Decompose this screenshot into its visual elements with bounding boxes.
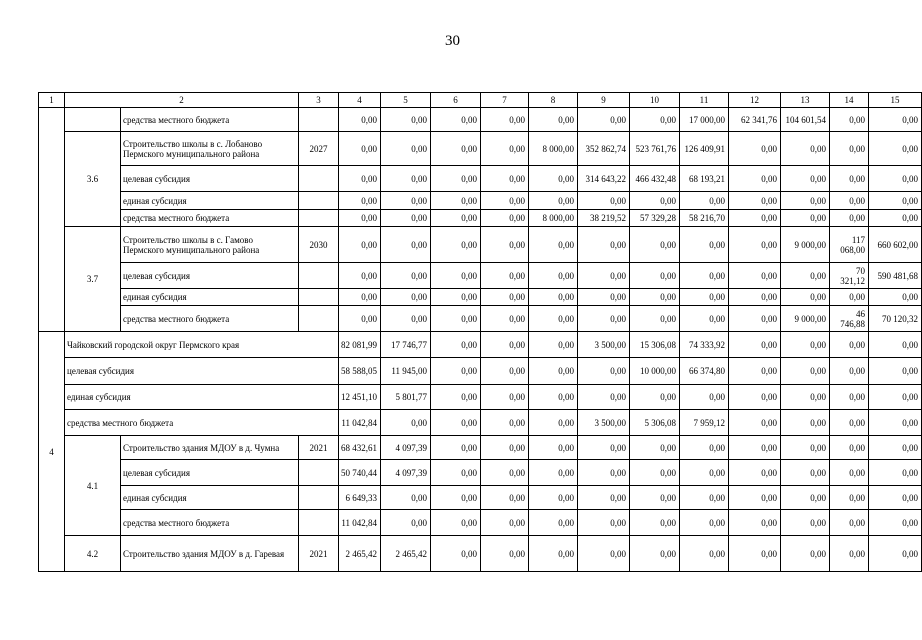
value-cell: 0,00 [381,306,431,332]
value-cell: 0,00 [481,410,529,436]
value-cell: 0,00 [431,358,481,385]
value-cell: 0,00 [381,263,431,289]
value-cell: 0,00 [630,289,680,306]
value-cell: 0,00 [529,510,578,536]
value-cell: 466 432,48 [630,166,680,192]
table-row [39,227,922,263]
value-cell: 0,00 [781,166,830,192]
year-cell [299,460,339,486]
value-cell: 0,00 [869,210,922,227]
value-cell: 0,00 [431,263,481,289]
value-cell: 0,00 [869,486,922,510]
value-cell: 5 801,77 [381,385,431,410]
year-cell: 2021 [299,536,339,572]
value-cell: 0,00 [481,510,529,536]
value-cell: 46 746,88 [830,306,869,332]
value-cell: 0,00 [830,332,869,358]
value-cell: 0,00 [339,263,381,289]
row-label-cell: целевая субсидия [121,166,299,192]
value-cell: 0,00 [481,306,529,332]
value-cell: 0,00 [680,306,729,332]
value-cell: 82 081,99 [339,332,381,358]
value-cell: 0,00 [431,410,481,436]
value-cell: 0,00 [431,486,481,510]
value-cell: 0,00 [529,306,578,332]
header-cell: 8 [529,93,578,108]
value-cell: 0,00 [729,227,781,263]
value-cell: 0,00 [781,358,830,385]
value-cell: 0,00 [680,263,729,289]
value-cell: 15 306,08 [630,332,680,358]
value-cell: 0,00 [481,536,529,572]
row-label-cell: Строительство школы в с. Гамово Пермского муниципального района [121,227,299,263]
table-row [39,192,922,210]
value-cell: 62 341,76 [729,108,781,132]
value-cell: 0,00 [578,460,630,486]
value-cell: 0,00 [431,192,481,210]
value-cell: 0,00 [339,166,381,192]
header-cell: 13 [781,93,830,108]
table-row [39,132,922,166]
year-cell [299,210,339,227]
year-cell [299,486,339,510]
value-cell: 0,00 [729,536,781,572]
header-cell: 15 [869,93,922,108]
value-cell: 0,00 [630,227,680,263]
value-cell: 0,00 [781,460,830,486]
value-cell: 6 649,33 [339,486,381,510]
value-cell: 314 643,22 [578,166,630,192]
value-cell: 0,00 [381,510,431,536]
value-cell: 3 500,00 [578,410,630,436]
value-cell: 0,00 [830,385,869,410]
value-cell: 0,00 [729,210,781,227]
value-cell: 0,00 [680,436,729,460]
value-cell: 0,00 [830,460,869,486]
value-cell: 0,00 [630,385,680,410]
value-cell: 0,00 [630,263,680,289]
row-label-cell: Чайковский городской округ Пермского края [65,332,339,358]
value-cell: 0,00 [680,510,729,536]
value-cell: 0,00 [729,436,781,460]
row-label-cell: Строительство здания МДОУ в д. Чумна [121,436,299,460]
value-cell: 0,00 [830,108,869,132]
value-cell: 0,00 [529,410,578,436]
value-cell: 0,00 [781,132,830,166]
value-cell: 0,00 [630,460,680,486]
header-cell: 6 [431,93,481,108]
value-cell: 10 000,00 [630,358,680,385]
year-cell [299,510,339,536]
value-cell: 0,00 [578,289,630,306]
value-cell: 12 451,10 [339,385,381,410]
value-cell: 0,00 [781,289,830,306]
value-cell: 0,00 [481,108,529,132]
value-cell: 0,00 [781,510,830,536]
value-cell: 0,00 [529,108,578,132]
table-row [39,332,922,358]
value-cell: 0,00 [381,132,431,166]
year-cell [299,166,339,192]
value-cell: 0,00 [578,108,630,132]
table-row [39,460,922,486]
value-cell: 0,00 [339,108,381,132]
header-cell: 10 [630,93,680,108]
value-cell: 4 097,39 [381,460,431,486]
value-cell: 0,00 [869,166,922,192]
value-cell: 0,00 [729,166,781,192]
value-cell: 0,00 [729,289,781,306]
table-row [39,306,922,332]
value-cell: 70 321,12 [830,263,869,289]
value-cell: 0,00 [578,385,630,410]
row-label-cell: единая субсидия [65,385,339,410]
value-cell: 0,00 [729,332,781,358]
table-row [39,385,922,410]
value-cell: 117 068,00 [830,227,869,263]
row-label-cell: средства местного бюджета [121,108,299,132]
value-cell: 0,00 [381,227,431,263]
value-cell: 0,00 [431,436,481,460]
value-cell: 0,00 [529,166,578,192]
value-cell: 0,00 [339,192,381,210]
value-cell: 0,00 [431,536,481,572]
value-cell: 0,00 [431,306,481,332]
value-cell: 4 097,39 [381,436,431,460]
value-cell: 0,00 [630,510,680,536]
value-cell: 0,00 [578,436,630,460]
value-cell: 0,00 [781,192,830,210]
value-cell: 0,00 [729,460,781,486]
value-cell: 0,00 [339,210,381,227]
row-code-cell: 3.7 [65,227,121,332]
table-row [39,289,922,306]
value-cell: 0,00 [529,436,578,460]
header-cell: 2 [65,93,299,108]
year-cell [299,306,339,332]
value-cell: 0,00 [578,306,630,332]
value-cell: 0,00 [578,192,630,210]
value-cell: 0,00 [431,132,481,166]
value-cell: 0,00 [431,510,481,536]
year-cell: 2021 [299,436,339,460]
table-row [39,536,922,572]
value-cell: 0,00 [578,263,630,289]
row-code-cell [65,108,121,132]
value-cell: 0,00 [830,536,869,572]
value-cell: 0,00 [481,358,529,385]
year-cell [299,108,339,132]
value-cell: 660 602,00 [869,227,922,263]
value-cell: 66 374,80 [680,358,729,385]
value-cell: 0,00 [680,289,729,306]
value-cell: 0,00 [869,108,922,132]
value-cell: 0,00 [781,536,830,572]
value-cell: 0,00 [869,132,922,166]
value-cell: 0,00 [869,385,922,410]
value-cell: 0,00 [578,358,630,385]
value-cell: 0,00 [781,436,830,460]
value-cell: 0,00 [481,460,529,486]
value-cell: 0,00 [381,289,431,306]
table-row [39,166,922,192]
year-cell [299,263,339,289]
value-cell: 0,00 [729,486,781,510]
value-cell: 352 862,74 [578,132,630,166]
value-cell: 0,00 [481,385,529,410]
value-cell: 0,00 [729,385,781,410]
value-cell: 0,00 [381,210,431,227]
value-cell: 0,00 [830,192,869,210]
value-cell: 0,00 [830,510,869,536]
table-row [39,108,922,132]
value-cell: 0,00 [431,227,481,263]
value-cell: 0,00 [481,227,529,263]
value-cell: 0,00 [481,132,529,166]
year-cell [299,289,339,306]
value-cell: 57 329,28 [630,210,680,227]
value-cell: 50 740,44 [339,460,381,486]
value-cell: 0,00 [630,192,680,210]
value-cell: 0,00 [630,436,680,460]
value-cell: 0,00 [830,289,869,306]
row-label-cell: целевая субсидия [121,263,299,289]
value-cell: 0,00 [529,486,578,510]
value-cell: 9 000,00 [781,306,830,332]
value-cell: 0,00 [830,210,869,227]
value-cell: 0,00 [781,332,830,358]
value-cell: 0,00 [529,385,578,410]
header-cell: 12 [729,93,781,108]
value-cell: 0,00 [431,289,481,306]
value-cell: 0,00 [578,510,630,536]
value-cell: 0,00 [578,227,630,263]
value-cell: 0,00 [680,536,729,572]
value-cell: 104 601,54 [781,108,830,132]
table-row [39,486,922,510]
row-label-cell: единая субсидия [121,289,299,306]
value-cell: 3 500,00 [578,332,630,358]
value-cell: 58 216,70 [680,210,729,227]
value-cell: 0,00 [381,166,431,192]
value-cell: 0,00 [481,166,529,192]
value-cell: 0,00 [339,132,381,166]
value-cell: 5 306,08 [630,410,680,436]
value-cell: 17 746,77 [381,332,431,358]
value-cell: 0,00 [781,210,830,227]
header-cell: 11 [680,93,729,108]
header-cell: 9 [578,93,630,108]
value-cell: 0,00 [729,510,781,536]
value-cell: 0,00 [431,385,481,410]
value-cell: 0,00 [529,460,578,486]
header-cell: 14 [830,93,869,108]
value-cell: 523 761,76 [630,132,680,166]
value-cell: 0,00 [869,536,922,572]
value-cell: 0,00 [781,385,830,410]
value-cell: 0,00 [869,436,922,460]
header-cell: 7 [481,93,529,108]
value-cell: 0,00 [680,192,729,210]
table-row [39,263,922,289]
value-cell: 0,00 [381,192,431,210]
value-cell: 0,00 [630,108,680,132]
row-number-cell: 4 [39,332,65,572]
value-cell: 0,00 [729,263,781,289]
row-label-cell: единая субсидия [121,486,299,510]
value-cell: 70 120,32 [869,306,922,332]
value-cell: 0,00 [431,210,481,227]
value-cell: 0,00 [578,486,630,510]
value-cell: 17 000,00 [680,108,729,132]
value-cell: 68 193,21 [680,166,729,192]
value-cell: 0,00 [680,486,729,510]
value-cell: 0,00 [729,410,781,436]
value-cell: 7 959,12 [680,410,729,436]
table-row [39,358,922,385]
value-cell: 68 432,61 [339,436,381,460]
row-number-cell [39,108,65,332]
value-cell: 0,00 [830,486,869,510]
year-cell [299,192,339,210]
value-cell: 0,00 [830,410,869,436]
header-cell: 5 [381,93,431,108]
value-cell: 0,00 [529,227,578,263]
value-cell: 0,00 [529,192,578,210]
value-cell: 0,00 [481,436,529,460]
value-cell: 0,00 [680,460,729,486]
value-cell: 9 000,00 [781,227,830,263]
value-cell: 8 000,00 [529,132,578,166]
row-label-cell: целевая субсидия [65,358,339,385]
value-cell: 0,00 [339,289,381,306]
budget-table [38,92,922,572]
value-cell: 0,00 [869,510,922,536]
value-cell: 590 481,68 [869,263,922,289]
value-cell: 0,00 [729,192,781,210]
value-cell: 58 588,05 [339,358,381,385]
value-cell: 11 042,84 [339,410,381,436]
value-cell: 0,00 [339,227,381,263]
table-row [39,510,922,536]
value-cell: 0,00 [431,460,481,486]
table-row [39,436,922,460]
table-row [39,410,922,436]
value-cell: 0,00 [339,306,381,332]
value-cell: 0,00 [869,410,922,436]
value-cell: 0,00 [529,536,578,572]
value-cell: 0,00 [781,486,830,510]
value-cell: 2 465,42 [339,536,381,572]
value-cell: 0,00 [431,108,481,132]
page-number: 30 [445,33,460,49]
row-code-cell: 3.6 [65,132,121,227]
value-cell: 0,00 [481,192,529,210]
value-cell: 11 042,84 [339,510,381,536]
value-cell: 0,00 [481,332,529,358]
value-cell: 0,00 [830,132,869,166]
header-cell: 3 [299,93,339,108]
value-cell: 0,00 [431,166,481,192]
row-label-cell: Строительство школы в с. Лобаново Пермского муниципального района [121,132,299,166]
value-cell: 0,00 [481,263,529,289]
value-cell: 0,00 [630,306,680,332]
value-cell: 2 465,42 [381,536,431,572]
row-label-cell: средства местного бюджета [121,510,299,536]
value-cell: 8 000,00 [529,210,578,227]
value-cell: 0,00 [680,385,729,410]
value-cell: 0,00 [529,263,578,289]
value-cell: 0,00 [869,289,922,306]
value-cell: 0,00 [869,358,922,385]
year-cell: 2030 [299,227,339,263]
value-cell: 0,00 [729,358,781,385]
value-cell: 0,00 [578,536,630,572]
year-cell: 2027 [299,132,339,166]
row-label-cell: средства местного бюджета [121,210,299,227]
header-row [39,93,922,108]
row-code-cell: 4.1 [65,436,121,536]
value-cell: 0,00 [729,306,781,332]
value-cell: 0,00 [830,436,869,460]
value-cell: 0,00 [630,486,680,510]
value-cell: 0,00 [781,410,830,436]
value-cell: 0,00 [481,210,529,227]
value-cell: 0,00 [869,332,922,358]
row-label-cell: целевая субсидия [121,460,299,486]
value-cell: 11 945,00 [381,358,431,385]
header-cell: 4 [339,93,381,108]
value-cell: 0,00 [381,108,431,132]
value-cell: 0,00 [381,410,431,436]
value-cell: 0,00 [381,486,431,510]
value-cell: 0,00 [431,332,481,358]
value-cell: 0,00 [481,486,529,510]
row-label-cell: средства местного бюджета [65,410,339,436]
value-cell: 0,00 [481,289,529,306]
value-cell: 0,00 [680,227,729,263]
value-cell: 74 333,92 [680,332,729,358]
value-cell: 0,00 [781,263,830,289]
value-cell: 0,00 [869,460,922,486]
row-label-cell: Строительство здания МДОУ в д. Гаревая [121,536,299,572]
header-cell: 1 [39,93,65,108]
value-cell: 0,00 [830,166,869,192]
value-cell: 38 219,52 [578,210,630,227]
row-label-cell: единая субсидия [121,192,299,210]
table-row [39,210,922,227]
value-cell: 0,00 [529,332,578,358]
value-cell: 0,00 [529,289,578,306]
value-cell: 0,00 [529,358,578,385]
value-cell: 0,00 [729,132,781,166]
row-code-cell: 4.2 [65,536,121,572]
value-cell: 0,00 [869,192,922,210]
value-cell: 0,00 [830,358,869,385]
value-cell: 0,00 [630,536,680,572]
row-label-cell: средства местного бюджета [121,306,299,332]
value-cell: 126 409,91 [680,132,729,166]
